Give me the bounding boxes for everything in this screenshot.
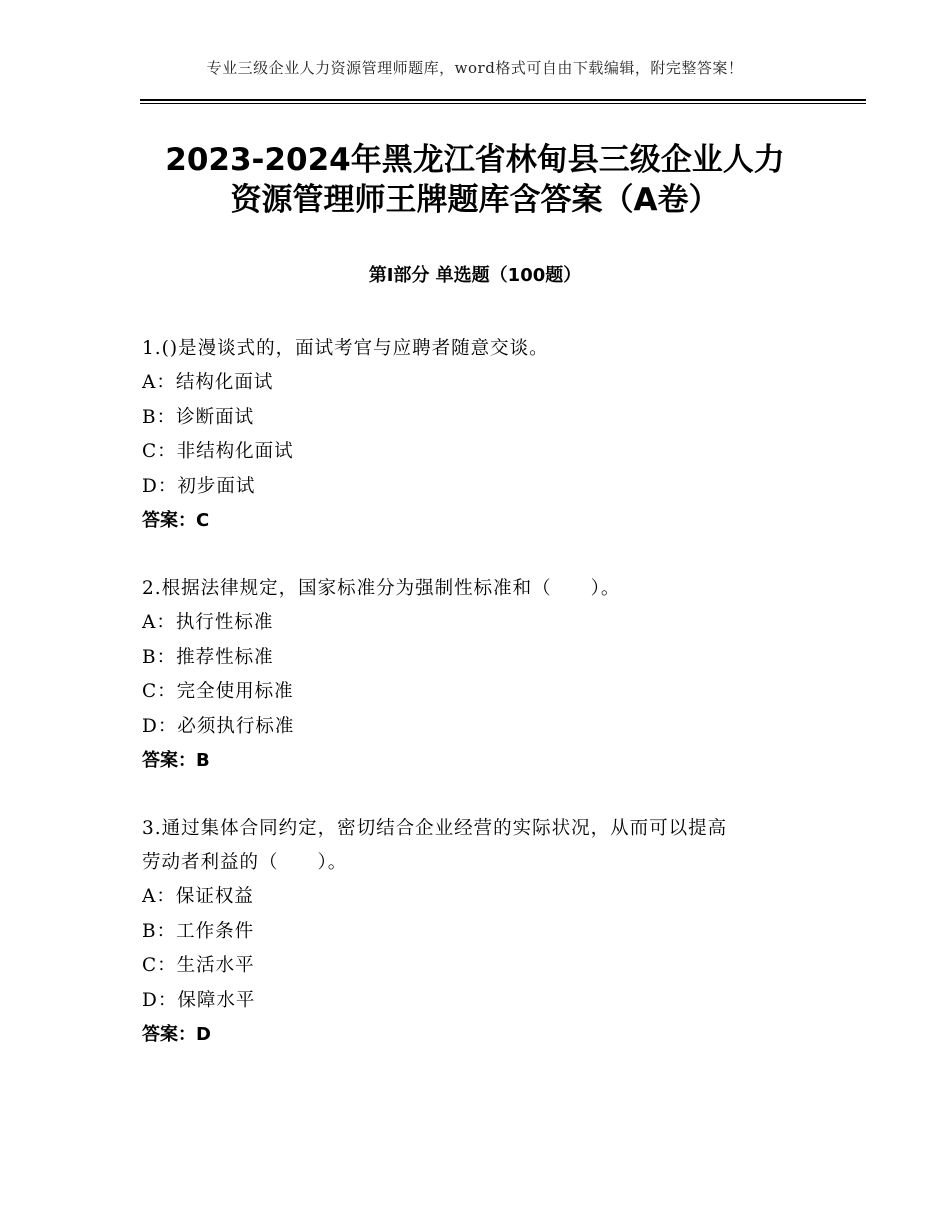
option-b: B：工作条件 bbox=[142, 920, 255, 942]
option-b: B：推荐性标准 bbox=[142, 646, 274, 668]
answer: 答案：C bbox=[142, 510, 210, 531]
answer: 答案：B bbox=[142, 750, 210, 771]
answer: 答案：D bbox=[142, 1024, 211, 1045]
option-c: C：生活水平 bbox=[142, 955, 255, 976]
option-c: C：完全使用标准 bbox=[142, 681, 294, 702]
option-c: C：非结构化面试 bbox=[142, 441, 294, 462]
question-stem: 2.根据法律规定，国家标准分为强制性标准和（ ）。 bbox=[142, 578, 621, 599]
option-d: D：必须执行标准 bbox=[142, 715, 295, 737]
header-divider-thin bbox=[140, 103, 866, 104]
option-b: B：诊断面试 bbox=[142, 406, 255, 428]
section-title: 第Ⅰ部分 单选题（100题） bbox=[368, 265, 582, 286]
question-2 bbox=[142, 572, 802, 778]
question-3 bbox=[142, 812, 802, 1052]
question-1 bbox=[142, 332, 802, 538]
option-a: A：执行性标准 bbox=[142, 612, 274, 633]
header-note: 专业三级企业人力资源管理师题库，word格式可自由下载编辑，附完整答案！ bbox=[206, 59, 744, 77]
option-d: D：初步面试 bbox=[142, 475, 256, 497]
question-list bbox=[142, 332, 802, 1086]
option-d: D：保障水平 bbox=[142, 989, 256, 1011]
option-a: A：保证权益 bbox=[142, 886, 254, 907]
question-stem-line-2: 劳动者利益的（ ）。 bbox=[142, 852, 348, 873]
header-divider-thick bbox=[140, 99, 866, 101]
document-title bbox=[100, 140, 850, 220]
option-a: A：结构化面试 bbox=[142, 372, 274, 393]
document-title-line-2: 资源管理师王牌题库含答案（A卷） bbox=[230, 182, 720, 218]
document-title-line-1: 2023-2024年黑龙江省林甸县三级企业人力 bbox=[165, 142, 785, 178]
question-stem: 1.()是漫谈式的，面试考官与应聘者随意交谈。 bbox=[142, 338, 549, 359]
question-stem-line-1: 3.通过集体合同约定，密切结合企业经营的实际状况，从而可以提高 bbox=[142, 818, 728, 839]
